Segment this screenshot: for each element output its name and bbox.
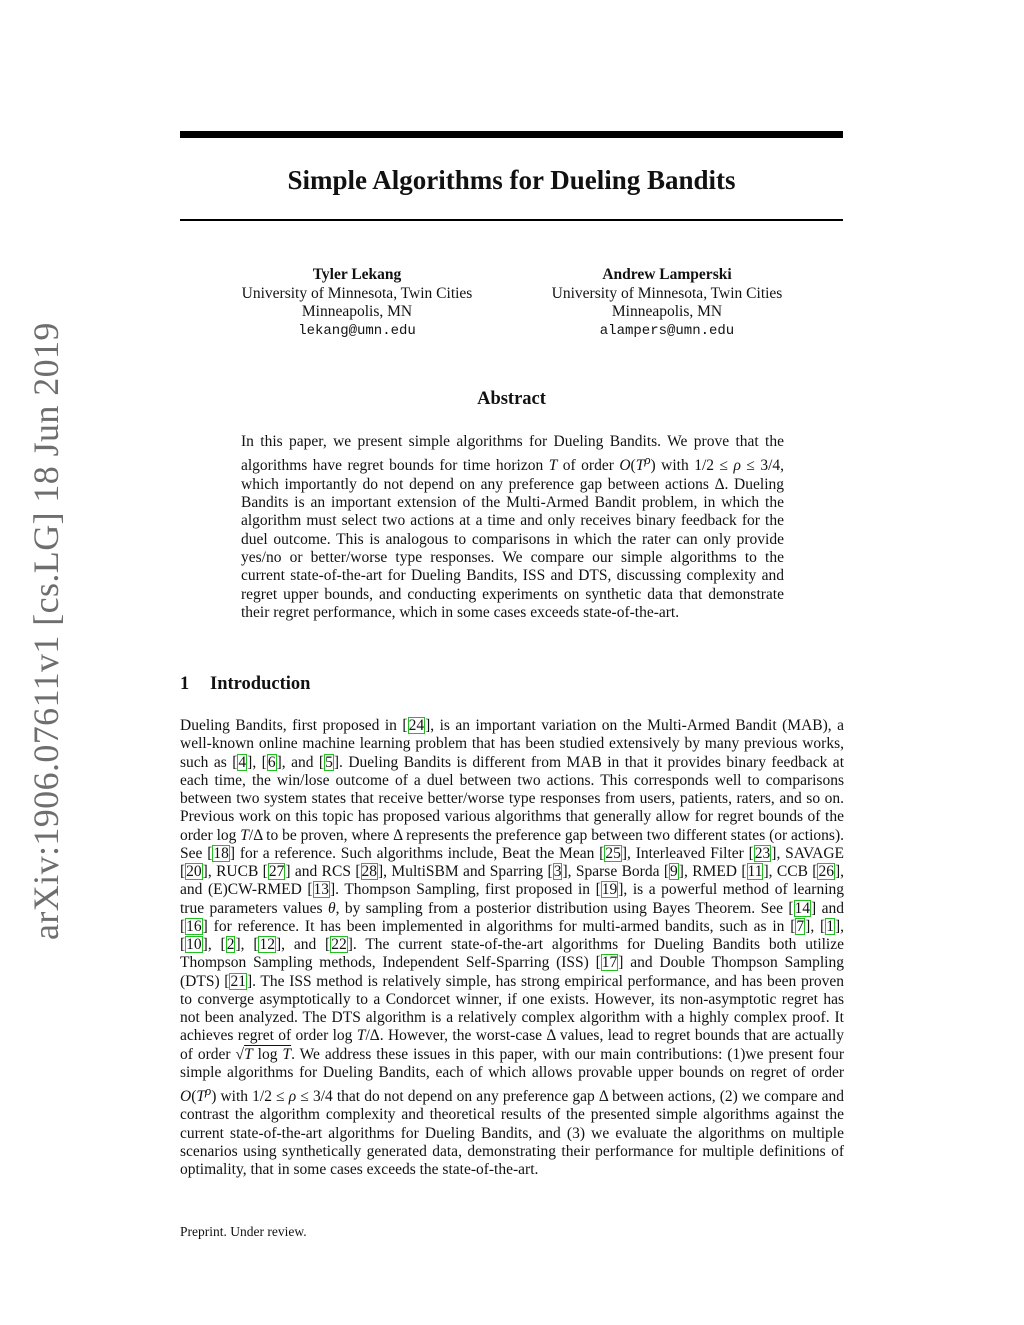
citation-link[interactable]: 18: [213, 844, 229, 862]
arxiv-identifier: arXiv:1906.07611v1 [cs.LG] 18 Jun 2019: [26, 322, 66, 940]
title-bottom-rule: [180, 219, 843, 221]
citation-link[interactable]: 11: [747, 863, 763, 880]
citation-link[interactable]: 13: [313, 881, 330, 899]
author-block: [517, 266, 817, 340]
author-name: Andrew Lamperski: [602, 266, 732, 283]
citation-link[interactable]: 17: [601, 954, 618, 972]
citation-link[interactable]: 28: [361, 863, 378, 880]
paper-title: Simple Algorithms for Dueling Bandits: [287, 165, 736, 195]
citation-link[interactable]: 3: [553, 863, 562, 880]
citation-link[interactable]: 27: [268, 863, 285, 880]
introduction-body: Dueling Bandits, first proposed in [24], is an important variation on the Multi-Armed Bandit (MAB), a well-known online machine learning problem that has been studied extensively by many previous works, such as [4], [6], and [5]. Dueling Bandits is different from MAB in that it provides binary feedback at each time, the win/lose outcome of a duel between two actions. This corresponds well to comparisons between two system states that receive better/worse type responses from users, patients, raters, and so on. Previous work on this topic has proposed various algorithms that generally allow for regret bounds of the order log T/Δ to be proven, where Δ represents the preference gap between two different states (or actions). See [18] for a reference. Such algorithms include, Beat the Mean [25], Interleaved Filter [23], SAVAGE [20], RUCB [27] and RCS [28], MultiSBM and Sparring [3], Sparse Borda [9], RMED [11], CCB [26], and (E)CW-RMED [13]. Thompson Sampling, first proposed in [19], is a powerful method of learning true parameters values θ, by sampling from a posterior distribution using Bayes Theorem. See [14] and [16] for reference. It has been implemented in algorithms for multi-armed bandits, such as in [7], [1], [10], [2], [12], and [22]. The current state-of-the-art algorithms for Dueling Bandits both utilize Thompson Sampling methods, Independent Self-Sparring (ISS) [17] and Double Thompson Sampling (DTS) [21]. The ISS method is relatively simple, has strong empirical performance, and has been proven to converge asymptotically to a Condorcet winner, if one exists. However, its non-asymptotic regret has not been analyzed. The DTS algorithm is a relatively complex algorithm with a highly complex proof. It achieves regret of order log T/Δ. However, the worst-case Δ values, lead to regret bounds that are actually of order √T log T. We address these issues in this paper, with our main contributions: (1)we present four simple algorithms for Dueling Bandits, each of which allows provable upper bounds on regret of order $O(T^\rho)$ with 1/2 ≤ ρ ≤ 3/4 that do not depend on any preference gap Δ between actions, (2) we compare and contrast the algorithm complexity and theoretical results of the presented simple algorithms against the current state-of-the-art algorithms for Dueling Bandits, and (3) we evaluate the algorithms on multiple scenarios using synthetically generated data, demonstrating their performance for multiple definitions of optimality, that in some cases exceeds the state-of-the-art.: [180, 717, 845, 1179]
title-top-rule: [180, 131, 843, 138]
author-affiliation: University of Minnesota, Twin Cities: [241, 284, 473, 302]
citation-link[interactable]: 10: [186, 936, 202, 953]
citation-link[interactable]: 22: [331, 936, 347, 953]
abstract-heading: Abstract: [477, 389, 546, 409]
citation-link[interactable]: 16: [186, 917, 202, 935]
author-name: Tyler Lekang: [312, 266, 402, 283]
author-email[interactable]: lekang@umn.edu: [298, 322, 416, 339]
citation-link[interactable]: 24: [408, 717, 425, 734]
section-number: 1: [180, 674, 190, 694]
citation-link[interactable]: 1: [826, 917, 834, 935]
citation-link[interactable]: 9: [670, 863, 678, 880]
citation-link[interactable]: 19: [601, 881, 618, 899]
author-location: Minneapolis, MN: [301, 303, 413, 320]
author-affiliation: University of Minnesota, Twin Cities: [551, 284, 783, 302]
citation-link[interactable]: 12: [259, 936, 275, 953]
author-email[interactable]: alampers@umn.edu: [599, 322, 735, 339]
citation-link[interactable]: 7: [796, 917, 805, 935]
citation-link[interactable]: 4: [238, 753, 247, 771]
footer-note: Preprint. Under review.: [180, 1224, 307, 1239]
citation-link[interactable]: 14: [794, 899, 811, 917]
section-heading: [180, 674, 310, 695]
author-block: [207, 266, 507, 340]
citation-link[interactable]: 20: [186, 863, 202, 880]
citation-link[interactable]: 6: [267, 753, 276, 771]
citation-link[interactable]: 2: [226, 936, 235, 953]
citation-link[interactable]: 21: [230, 972, 246, 990]
citation-link[interactable]: 26: [818, 863, 834, 880]
section-title: Introduction: [210, 674, 311, 694]
citation-link[interactable]: 25: [605, 844, 621, 862]
author-location: Minneapolis, MN: [611, 303, 723, 320]
abstract-text: In this paper, we present simple algorithms for Dueling Bandits. We prove that the algorithms have regret bounds for time horizon T of order $O(T^\rho)$ with 1/2 ≤ ρ ≤ 3/4, which importantly do not depend on any preference gap between actions Δ. Dueling Bandits is an important extension of the Multi-Armed Bandit problem, in which the algorithm must select two actions at a time and only receives binary feedback for the duel outcome. This is analogous to comparisons in which the rater can only provide yes/no or better/worse type responses. We compare our simple algorithms to the current state-of-the-art for Dueling Bandits, ISS and DTS, discussing complexity and regret upper bounds, and conducting experiments on synthetic data that demonstrate their regret performance, which in some cases exceeds state-of-the-art.: [241, 433, 785, 621]
citation-link[interactable]: 23: [754, 844, 771, 862]
citation-link[interactable]: 5: [325, 753, 333, 771]
